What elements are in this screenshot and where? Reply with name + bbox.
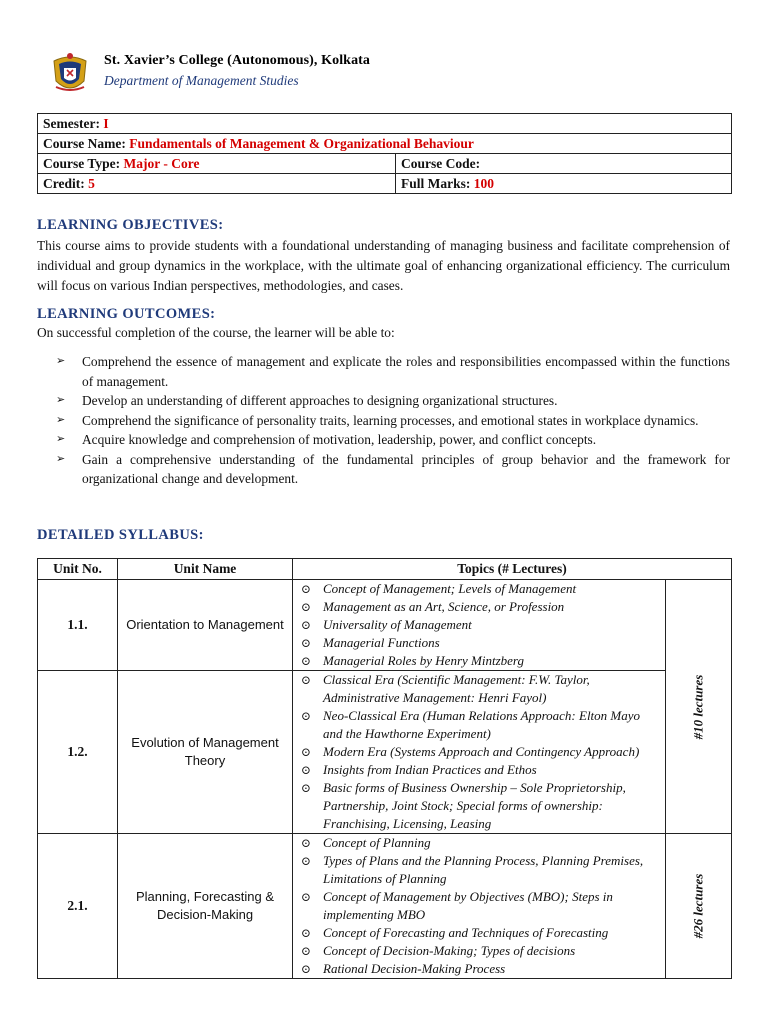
unit-name: Planning, Forecasting & Decision-Making xyxy=(118,834,293,979)
course-code-cell xyxy=(396,154,732,174)
circle-bullet-icon: ⊙ xyxy=(301,654,312,668)
list-item: ⊙ Management as an Art, Science, or Profession xyxy=(301,599,565,614)
credit-label: Credit: xyxy=(43,176,85,191)
circle-bullet-icon: ⊙ xyxy=(301,673,312,687)
list-item: ⊙ Modern Era (Systems Approach and Contingency Approach) xyxy=(301,744,640,759)
semester-value: I xyxy=(103,116,109,131)
table-row xyxy=(38,671,732,834)
table-row xyxy=(38,834,732,979)
course-type-value: Major - Core xyxy=(123,156,200,171)
list-item: ➢ Comprehend the significance of personality traits, learning processes, and emotional states in workplace dynamics. xyxy=(37,411,730,431)
list-item: ⊙ Universality of Management xyxy=(301,617,472,632)
unit-topics xyxy=(293,671,666,834)
circle-bullet-icon: ⊙ xyxy=(301,582,312,596)
list-item: ⊙ Concept of Management; Levels of Management xyxy=(301,581,577,596)
list-item: ⊙ Rational Decision-Making Process xyxy=(301,961,506,976)
circle-bullet-icon: ⊙ xyxy=(301,709,312,723)
credit-row xyxy=(38,174,732,194)
outcomes-list xyxy=(37,352,730,489)
list-item: ⊙ Classical Era (Scientific Management: F.W. Taylor, Administrative Management: Henri Fayol) xyxy=(301,672,590,705)
outcomes-intro: On successful completion of the course, the learner will be able to: xyxy=(37,325,395,340)
circle-bullet-icon: ⊙ xyxy=(301,944,312,958)
circle-bullet-icon: ⊙ xyxy=(301,926,312,940)
col-unit-no: Unit No. xyxy=(38,559,118,580)
circle-bullet-icon: ⊙ xyxy=(301,836,312,850)
course-name-label: Course Name: xyxy=(43,136,126,151)
semester-row xyxy=(38,114,732,134)
circle-bullet-icon: ⊙ xyxy=(301,745,312,759)
semester-cell xyxy=(38,114,732,134)
course-name-row xyxy=(38,134,732,154)
full-marks-cell xyxy=(396,174,732,194)
syllabus-heading: DETAILED SYLLABUS: xyxy=(37,527,204,543)
list-item: ⊙ Concept of Forecasting and Techniques of Forecasting xyxy=(301,925,609,940)
course-type-row xyxy=(38,154,732,174)
credit-cell xyxy=(38,174,396,194)
list-item: ➢ Gain a comprehensive understanding of the fundamental principles of group behavior and the framework for organizational change and development. xyxy=(56,451,730,486)
unit-topics xyxy=(293,834,666,979)
circle-bullet-icon: ⊙ xyxy=(301,618,312,632)
semester-label: Semester: xyxy=(43,116,100,131)
circle-bullet-icon: ⊙ xyxy=(301,636,312,650)
table-row xyxy=(38,580,732,671)
circle-bullet-icon: ⊙ xyxy=(301,890,312,904)
circle-bullet-icon: ⊙ xyxy=(301,781,312,795)
lecture-count-cell xyxy=(666,580,732,834)
list-item: ⊙ Insights from Indian Practices and Ethos xyxy=(301,762,537,777)
circle-bullet-icon: ⊙ xyxy=(301,962,312,976)
list-item: ➢ Comprehend the essence of management and explicate the roles and responsibilities encompassed within the functions of management. xyxy=(56,354,730,389)
unit-name: Orientation to Management xyxy=(118,580,293,671)
unit-topics xyxy=(293,580,666,671)
arrow-bullet-icon: ➢ xyxy=(56,394,66,406)
list-item: ⊙ Managerial Roles by Henry Mintzberg xyxy=(301,653,524,668)
objectives-heading: LEARNING OBJECTIVES: xyxy=(37,217,224,233)
unit-number: 2.1. xyxy=(38,834,118,979)
circle-bullet-icon: ⊙ xyxy=(301,763,312,777)
course-type-label: Course Type: xyxy=(43,156,121,171)
unit-name: Evolution of Management Theory xyxy=(118,671,293,834)
course-info-table xyxy=(37,113,732,194)
arrow-bullet-icon: ➢ xyxy=(56,355,66,367)
list-item: ⊙ Concept of Decision-Making; Types of decisions xyxy=(301,943,576,958)
full-marks-label: Full Marks: xyxy=(401,176,471,191)
list-item: ⊙ Neo-Classical Era (Human Relations Approach: Elton Mayo and the Hawthorne Experiment) xyxy=(301,708,641,741)
lecture-count: #10 lectures xyxy=(690,674,706,739)
credit-value: 5 xyxy=(88,176,95,191)
list-item: ⊙ Concept of Management by Objectives (MBO); Steps in implementing MBO xyxy=(301,889,613,922)
lecture-count-cell xyxy=(666,834,732,979)
objectives-text: This course aims to provide students with a foundational understanding of managing business and facilitate comprehension of individual and group dynamics in the workplace, with the ultimate goal of enhancing organizational efficiency. The curriculum will focus on various Indian perspectives, methodologies, and cases. xyxy=(37,238,730,293)
list-item: ⊙ Managerial Functions xyxy=(301,635,440,650)
arrow-bullet-icon: ➢ xyxy=(56,413,66,426)
unit-number: 1.2. xyxy=(38,671,118,834)
list-item: ⊙ Basic forms of Business Ownership – Sole Proprietorship, Partnership, Joint Stock; Special forms of ownership: Franchising, Licensing, Leasing xyxy=(301,780,626,831)
unit-number: 1.1. xyxy=(38,580,118,671)
course-type-cell xyxy=(38,154,396,174)
syllabus-table xyxy=(37,558,732,979)
course-code-label: Course Code: xyxy=(401,156,481,171)
col-unit-name: Unit Name xyxy=(118,559,293,580)
circle-bullet-icon: ⊙ xyxy=(301,600,312,614)
course-name-cell xyxy=(38,134,732,154)
document-header xyxy=(46,48,726,98)
col-topics: Topics (# Lectures) xyxy=(293,559,732,580)
outcomes-heading: LEARNING OUTCOMES: xyxy=(37,306,216,322)
full-marks-value: 100 xyxy=(473,176,494,191)
course-name-value: Fundamentals of Management & Organizational Behaviour xyxy=(129,136,474,151)
college-seal-icon xyxy=(50,51,90,95)
arrow-bullet-icon: ➢ xyxy=(56,433,66,445)
department-name: Department of Management Studies xyxy=(104,73,299,88)
circle-bullet-icon: ⊙ xyxy=(301,854,312,868)
lecture-count: #26 lectures xyxy=(690,873,706,939)
syllabus-header-row xyxy=(38,559,732,580)
college-name: St. Xavier’s College (Autonomous), Kolkata xyxy=(104,53,371,68)
list-item: ➢ Develop an understanding of different approaches to designing organizational structures. xyxy=(37,391,730,411)
list-item: ⊙ Types of Plans and the Planning Process, Planning Premises, Limitations of Planning xyxy=(301,853,644,886)
list-item: ⊙ Concept of Planning xyxy=(301,835,431,850)
list-item: ➢ Acquire knowledge and comprehension of motivation, leadership, power, and conflict concepts. xyxy=(37,430,730,450)
arrow-bullet-icon: ➢ xyxy=(56,452,66,465)
